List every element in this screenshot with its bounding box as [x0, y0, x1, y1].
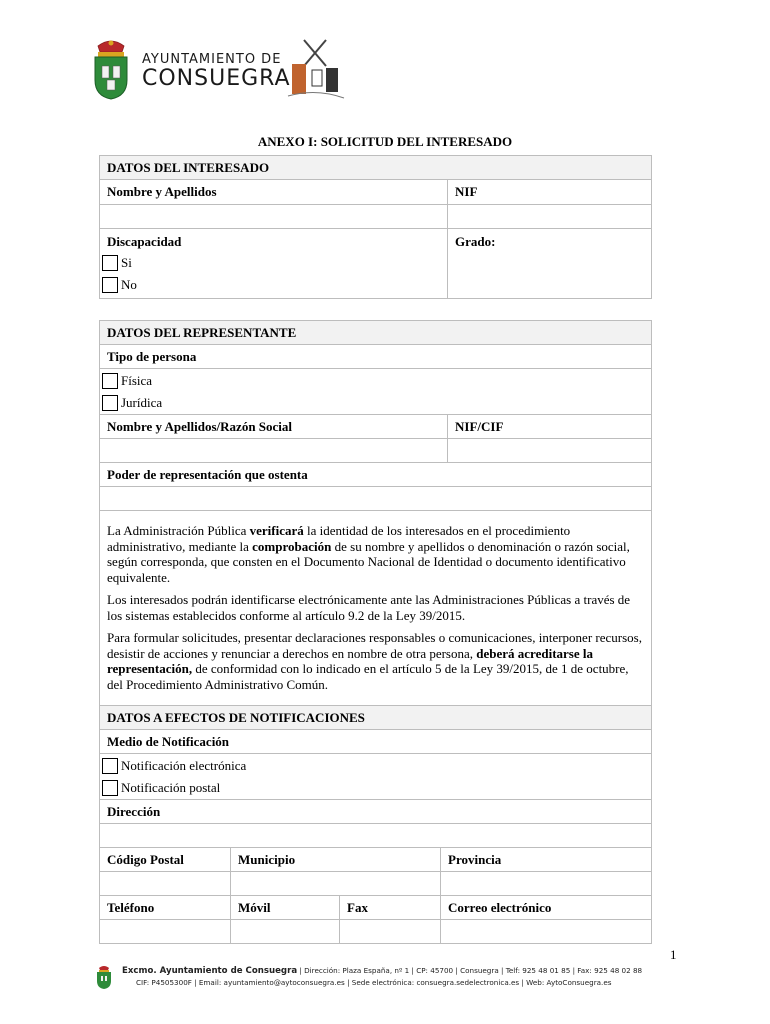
fax-label: Fax — [340, 896, 441, 920]
power-field[interactable] — [100, 487, 652, 511]
mobile-label: Móvil — [231, 896, 340, 920]
disability-label: Discapacidad — [107, 234, 182, 249]
legal-info-paragraph-1: La Administración Pública verificará la identidad de los interesados en el procedimiento administrativo, mediante la comprobación de su nombre y apellidos o denominación o razón social, según corresponda, que consten en el Documento Nacional de Identidad o documento identificativo equivalente. — [107, 523, 630, 585]
power-label: Poder de representación que ostenta — [100, 463, 652, 487]
footer-coat-of-arms-icon — [96, 964, 112, 990]
notificaciones-table — [99, 705, 652, 944]
person-juridica-label: Jurídica — [121, 394, 163, 410]
postal-code-field[interactable] — [100, 872, 231, 896]
logo-text-line1: AYUNTAMIENTO DE — [142, 52, 282, 67]
address-label: Dirección — [100, 800, 652, 824]
representante-section-header: DATOS DEL REPRESENTANTE — [100, 321, 652, 345]
person-juridica-checkbox[interactable] — [102, 395, 118, 411]
interesado-name-label: Nombre y Apellidos — [100, 180, 448, 205]
email-label: Correo electrónico — [441, 896, 652, 920]
disability-no-option[interactable] — [102, 274, 440, 296]
province-label: Provincia — [441, 848, 652, 872]
disability-yes-checkbox[interactable] — [102, 255, 118, 271]
grade-label: Grado: — [455, 234, 496, 249]
person-fisica-option[interactable] — [102, 370, 644, 392]
notification-options — [100, 754, 652, 800]
footer-line-1: Excmo. Ayuntamiento de Consuegra | Dirección: Plaza España, nº 1 | CP: 45700 | Consuegra | Telf: 925 48 01 85 | Fax: 925 48 02 88 — [122, 966, 643, 976]
province-field[interactable] — [441, 872, 652, 896]
phone-label: Teléfono — [100, 896, 231, 920]
windmill-icon — [286, 36, 346, 100]
disability-yes-label: Si — [121, 255, 132, 270]
logo-text-line2: CONSUEGRA — [142, 66, 291, 91]
interesado-nif-label: NIF — [448, 180, 652, 205]
representante-table — [99, 320, 652, 706]
disability-cell — [100, 229, 448, 299]
representante-nif-label: NIF/CIF — [448, 415, 652, 439]
notification-postal-checkbox[interactable] — [102, 780, 118, 796]
disability-no-label: No — [121, 277, 137, 292]
footer-line-2: CIF: P4505300F | Email: ayuntamiento@aytoconsuegra.es | Sede electrónica: consuegra.sedelectronica.es | Web: AytoConsuegra.es — [136, 978, 612, 987]
notification-medium-label: Medio de Notificación — [100, 730, 652, 754]
disability-no-checkbox[interactable] — [102, 277, 118, 293]
person-type-options — [100, 369, 652, 415]
legal-info-cell — [100, 511, 652, 706]
person-type-label: Tipo de persona — [100, 345, 652, 369]
header-logo — [92, 36, 352, 106]
postal-code-label: Código Postal — [100, 848, 231, 872]
notification-electronic-option[interactable] — [102, 755, 644, 777]
interesado-name-field[interactable] — [100, 205, 448, 229]
page-number: 1 — [670, 947, 677, 962]
representante-name-field[interactable] — [100, 439, 448, 463]
phone-field[interactable] — [100, 920, 231, 944]
footer — [96, 962, 656, 992]
interesado-table — [99, 155, 652, 299]
coat-of-arms-icon — [92, 38, 130, 100]
address-field[interactable] — [100, 824, 652, 848]
grade-cell[interactable] — [448, 229, 652, 299]
representante-nif-field[interactable] — [448, 439, 652, 463]
notificaciones-section-header: DATOS A EFECTOS DE NOTIFICACIONES — [100, 706, 652, 730]
notification-electronic-checkbox[interactable] — [102, 758, 118, 774]
mobile-field[interactable] — [231, 920, 340, 944]
email-field[interactable] — [441, 920, 652, 944]
municipality-field[interactable] — [231, 872, 441, 896]
legal-info-paragraph-2: Los interesados podrán identificarse electrónicamente ante las Administraciones Públicas a través de los sistemas establecidos conforme al artículo 9.2 de la Ley 39/2015. — [107, 592, 631, 623]
interesado-nif-field[interactable] — [448, 205, 652, 229]
legal-info-paragraph-3: Para formular solicitudes, presentar declaraciones responsables o comunicaciones, interponer recursos, desistir de acciones y renunciar a derechos en nombre de otra persona, deberá acreditarse la representación, de conformidad con lo indicado en el artículo 5 de la Ley 39/2015, de 1 de octubre, del Procedimiento Administrativo Común. — [107, 630, 642, 692]
person-fisica-label: Física — [121, 372, 153, 388]
document-title: ANEXO I: SOLICITUD DEL INTERESADO — [257, 134, 513, 149]
interesado-section-header: DATOS DEL INTERESADO — [100, 156, 652, 180]
disability-yes-option[interactable] — [102, 252, 440, 274]
notification-postal-label: Notificación postal — [121, 779, 221, 795]
fax-field[interactable] — [340, 920, 441, 944]
person-juridica-option[interactable] — [102, 392, 644, 414]
representante-name-label: Nombre y Apellidos/Razón Social — [100, 415, 448, 439]
person-fisica-checkbox[interactable] — [102, 373, 118, 389]
notification-postal-option[interactable] — [102, 777, 644, 799]
municipality-label: Municipio — [231, 848, 441, 872]
notification-electronic-label: Notificación electrónica — [121, 757, 247, 773]
